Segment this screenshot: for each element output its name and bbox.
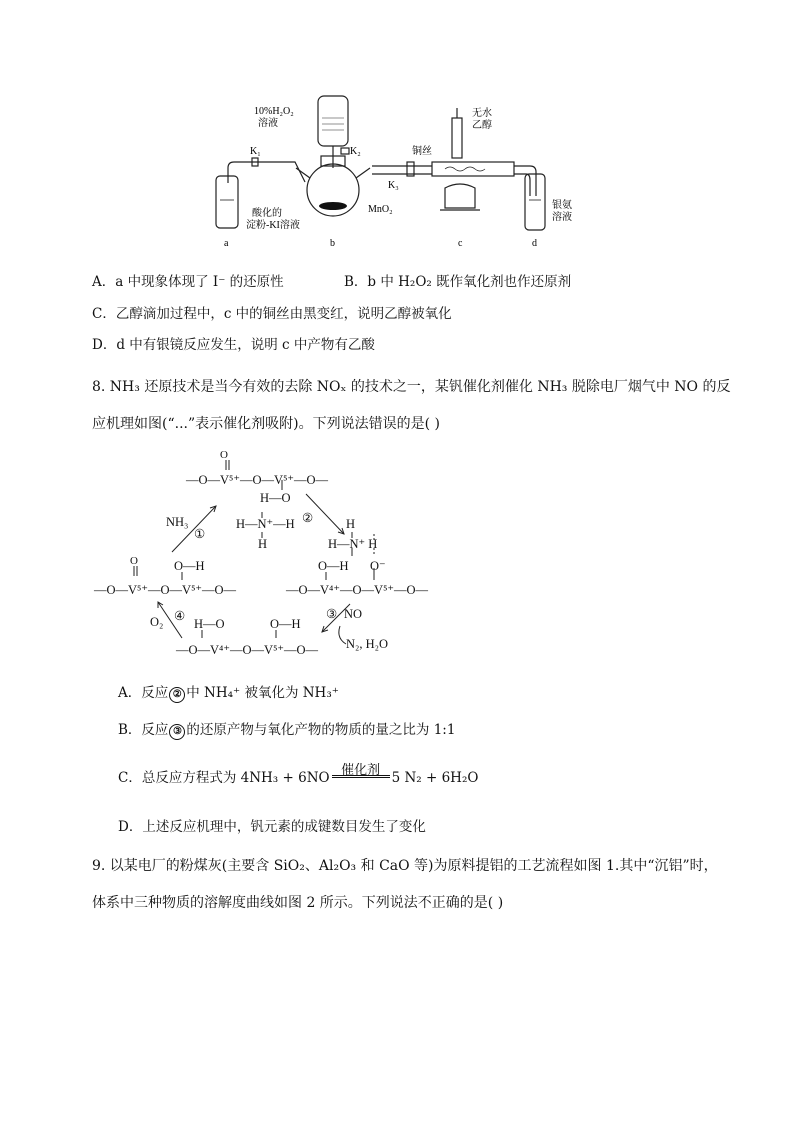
mech-n2-h2o: N₂, H₂O xyxy=(346,637,389,651)
q8-option-d: D．上述反应机理中，钒元素的成键数目发生了变化 xyxy=(118,819,426,835)
q9-stem-line1: 9. 以某电厂的粉煤灰(主要含 SiO₂、Al₂O₃ 和 CaO 等)为原料提铝的工艺流程如图 1.其中“沉铝”时， xyxy=(92,858,718,874)
ethanol-label-2: 乙醇 xyxy=(472,120,492,131)
q8-option-c xyxy=(118,763,479,786)
mech-top-chain: —O—V⁵⁺—O—V⁵⁺—O— xyxy=(186,473,329,487)
q7-option-d: D．d 中有银镜反应发生，说明 c 中产物有乙酸 xyxy=(92,337,375,353)
silver-ammonia-label: 银氨 xyxy=(552,200,572,211)
q7-option-c: C．乙醇滴加过程中，c 中的铜丝由黑变红，说明乙醇被氧化 xyxy=(92,306,452,322)
q8-option-b xyxy=(118,718,455,740)
q8-option-b-circle: ③ xyxy=(169,724,185,740)
label-d: d xyxy=(532,238,537,249)
q8-option-a-suffix: 中 NH₄⁺ 被氧化为 NH₃⁺ xyxy=(186,685,339,701)
mech-right-ominus: O⁻ xyxy=(370,559,386,573)
mech-right-chain: —O—V⁴⁺—O—V⁵⁺—O— xyxy=(286,583,429,597)
mno2-label: MnO₂ xyxy=(368,204,393,215)
q8-option-a-circle: ② xyxy=(169,687,185,703)
svg-text:H: H xyxy=(346,517,356,531)
mech-step2: ② xyxy=(302,511,314,525)
svg-text:O: O xyxy=(130,555,138,567)
mech-left-chain: —O—V⁵⁺—O—V⁵⁺—O— xyxy=(94,583,237,597)
apparatus-diagram xyxy=(200,88,600,253)
h2o2-label: 10%H₂O₂ xyxy=(254,106,294,117)
mech-step3: ③ xyxy=(326,607,338,621)
copper-wire-label: 铜丝 xyxy=(412,146,432,157)
silver-ammonia-label-2: 溶液 xyxy=(552,212,572,223)
mech-step4: ④ xyxy=(174,609,186,623)
q9-stem-line2: 体系中三种物质的溶解度曲线如图 2 所示。下列说法不正确的是( ) xyxy=(92,895,504,911)
mech-top-oh: H—O xyxy=(260,491,291,505)
q8-stem-line1: 8. NH₃ 还原技术是当今有效的去除 NOₓ 的技术之一，某钒催化剂催化 NH₃ 脱除电厂烟气中 NO 的反 xyxy=(92,379,731,395)
mechanism-diagram xyxy=(90,448,440,668)
label-b: b xyxy=(330,238,335,249)
mech-right-oh: O—H xyxy=(318,559,349,573)
k1-label: K₁ xyxy=(250,146,261,157)
h2o2-label-2: 溶液 xyxy=(258,118,278,129)
q7-option-b: B．b 中 H₂O₂ 既作氧化剂也作还原剂 xyxy=(344,274,572,290)
svg-text:O: O xyxy=(220,449,228,461)
k2-label: K₂ xyxy=(350,146,361,157)
q8-option-c-prefix: C．总反应方程式为 4NH₃ + 6NO xyxy=(118,770,330,786)
mech-bottom-chain: —O—V⁴⁺—O—V⁵⁺—O— xyxy=(176,643,319,657)
q8-option-b-prefix: B．反应 xyxy=(118,722,169,738)
mech-left-oh: O—H xyxy=(174,559,205,573)
mech-top-nh4: H—N⁺—H xyxy=(236,517,295,531)
mech-step1: ① xyxy=(194,527,206,541)
ethanol-label: 无水 xyxy=(472,108,492,119)
q8-option-b-suffix: 的还原产物与氧化产物的物质的量之比为 1:1 xyxy=(186,722,456,738)
mech-o2: O₂ xyxy=(150,615,164,629)
label-a: a xyxy=(224,238,229,249)
mech-no: NO xyxy=(344,607,363,621)
ki-label-2: 淀粉-KI溶液 xyxy=(246,220,300,231)
label-c: c xyxy=(458,238,463,249)
mech-bottom-oh: O—H xyxy=(270,617,301,631)
mech-top-nh4-h: H xyxy=(258,537,268,551)
q8-option-a-prefix: A．反应 xyxy=(118,685,169,701)
mech-nh3: NH₃ xyxy=(166,515,189,529)
q7-option-a: A．a 中现象体现了 I⁻ 的还原性 xyxy=(92,274,284,290)
mech-right-nh4: H—N⁺ H xyxy=(328,537,378,551)
q8-stem-line2: 应机理如图(“...”表示催化剂吸附)。下列说法错误的是( ) xyxy=(92,416,440,432)
q8-catalyst-label: 催化剂 xyxy=(341,763,381,778)
k3-label: K₃ xyxy=(388,180,399,191)
ki-label: 酸化的 xyxy=(252,208,282,219)
q8-option-a xyxy=(118,681,339,703)
q8-option-c-suffix: 5 N₂ + 6H₂O xyxy=(391,770,479,786)
mech-bottom-ho: H—O xyxy=(194,617,225,631)
